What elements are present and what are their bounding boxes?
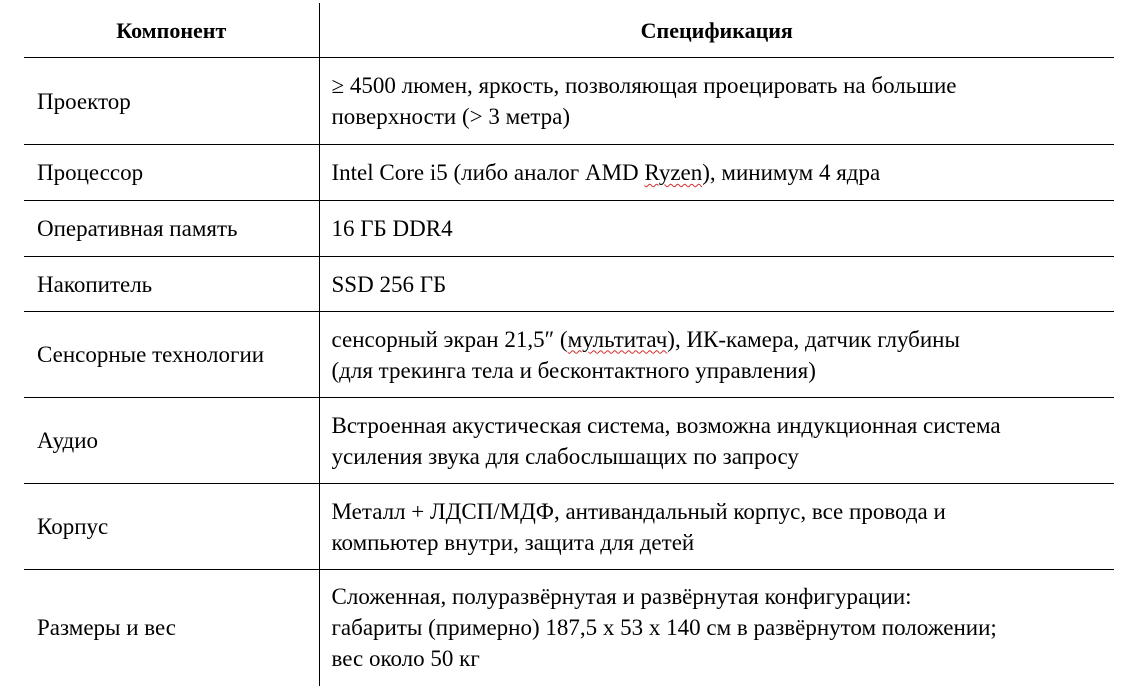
component-cell: Сенсорные технологии [24,312,319,398]
specification-cell [319,312,1114,398]
column-header-component: Компонент [24,3,319,58]
component-cell: Аудио [24,398,319,484]
table-header-row [24,3,1114,58]
component-cell: Проектор [24,58,319,145]
table-row [24,145,1114,201]
spec-line: Встроенная акустическая система, возможна индукционная система [331,412,1001,438]
specification-cell [319,145,1114,201]
table-row [24,257,1114,312]
spec-line: габариты (примерно) 187,5 x 53 x 140 см в развёрнутом положении; [331,615,997,641]
spec-line: ≥ 4500 люмен, яркость, позволяющая проецировать на большие [331,73,957,98]
specification-cell [319,570,1114,686]
spec-text: Intel Core i5 (либо аналог AMD [331,160,645,185]
spellcheck-word: мультитач [567,326,668,352]
spec-line: поверхности (> 3 метра) [331,104,571,129]
spec-table [24,3,1114,686]
spec-text: ), ИК-камера, датчик глубины [667,326,960,352]
component-cell: Корпус [24,484,319,570]
specification-cell [319,398,1114,484]
spec-text: ), минимум 4 ядра [702,160,881,185]
component-cell: Процессор [24,145,319,201]
table-row [24,484,1114,570]
spec-line: вес около 50 кг [331,646,480,672]
spec-line: (для трекинга тела и бесконтактного управления) [331,357,816,383]
spec-text: сенсорный экран 21,5″ ( [331,326,568,352]
table-row [24,201,1114,257]
component-cell: Оперативная память [24,201,319,257]
table-row [24,570,1114,686]
spec-line: Сложенная, полуразвёрнутая и развёрнутая конфигурации: [331,584,912,610]
spec-line: компьютер внутри, защита для детей [331,529,695,555]
component-cell: Накопитель [24,257,319,312]
table-row [24,58,1114,145]
spec-line: Металл + ЛДСП/МДФ, антивандальный корпус, все провода и [331,498,946,524]
table-row [24,312,1114,398]
specification-cell: 16 ГБ DDR4 [319,201,1114,257]
column-header-specification: Спецификация [319,3,1114,58]
specification-cell [319,484,1114,570]
specification-cell: SSD 256 ГБ [319,257,1114,312]
component-cell: Размеры и вес [37,615,176,641]
specification-cell [319,58,1114,145]
table-row [24,398,1114,484]
spec-line: усиления звука для слабослышащих по запросу [331,443,799,469]
spellcheck-word: Ryzen [644,160,703,185]
